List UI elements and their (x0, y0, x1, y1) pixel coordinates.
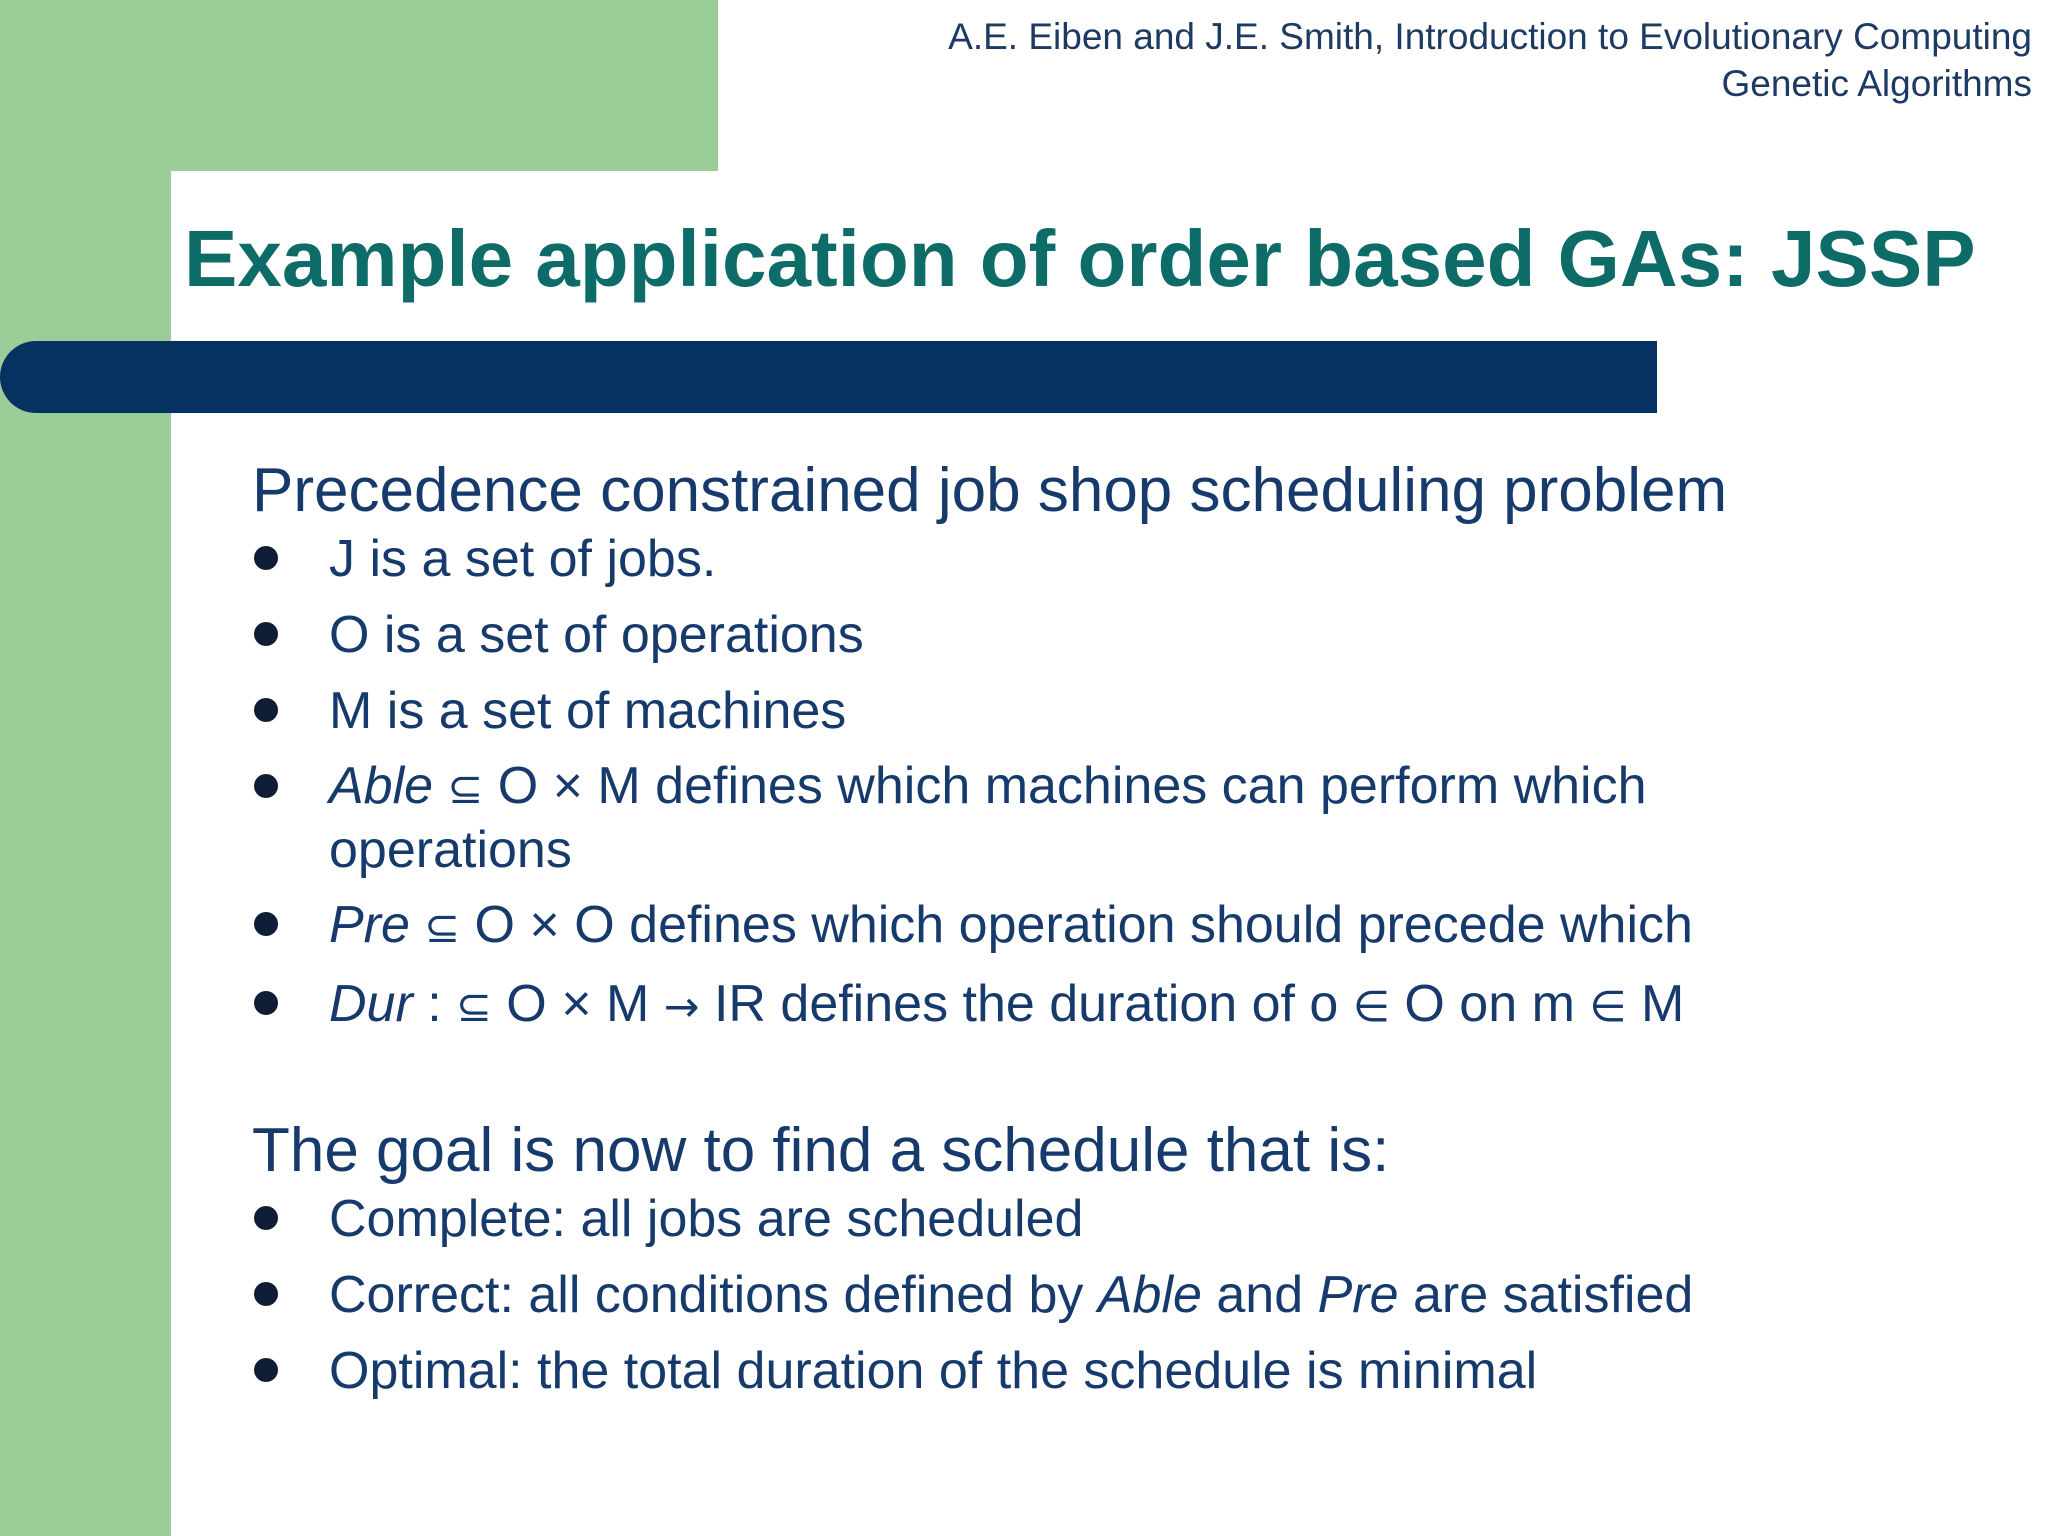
item-text-d: M (1626, 975, 1685, 1033)
slide-title: Example application of order based GAs: JSSP (184, 214, 1976, 303)
header-credit (948, 13, 2032, 107)
bullet-icon (254, 622, 278, 646)
item-text: M is a set of machines (329, 682, 847, 740)
item-text: O × M defines which machines can perform which (483, 757, 1647, 815)
subset-symbol: ⊆ (456, 982, 492, 1032)
item-text-c: O on m (1389, 975, 1590, 1033)
bullet-icon (254, 1282, 278, 1306)
subset-symbol: ⊆ (447, 764, 484, 814)
arrow-symbol: → (663, 982, 700, 1032)
item-text-a: O × M (491, 975, 664, 1033)
item-text: J is a set of jobs. (329, 530, 717, 588)
section-spacer (252, 1052, 1972, 1114)
item-text: O is a set of operations (329, 606, 864, 664)
item-text: Optimal: the total duration of the schedule is minimal (329, 1342, 1538, 1400)
term-dur: Dur (329, 975, 413, 1033)
list-item (252, 1188, 1972, 1251)
colon: : (412, 975, 457, 1033)
bullet-icon (254, 1358, 278, 1382)
item-text-b: IR defines the duration of o (699, 975, 1353, 1033)
item-text: Complete: all jobs are scheduled (329, 1190, 1084, 1248)
term-pre: Pre (329, 896, 410, 954)
bullet-icon (254, 1206, 278, 1230)
list-item (252, 680, 1972, 743)
list-item (252, 973, 1972, 1039)
term-able: Able (1097, 1266, 1202, 1324)
problem-definition-list (252, 528, 1972, 1039)
bullet-icon (254, 991, 278, 1015)
item-prefix: Correct: all conditions defined by (329, 1266, 1098, 1324)
list-item (252, 894, 1972, 960)
bullet-icon (254, 774, 278, 798)
bullet-icon (254, 546, 278, 570)
credit-line-authors: A.E. Eiben and J.E. Smith, Introduction to Evolutionary Computing (948, 16, 2032, 57)
list-item (252, 1264, 1972, 1327)
credit-line-topic: Genetic Algorithms (1721, 63, 2032, 104)
list-item (252, 604, 1972, 667)
item-continuation: operations (329, 821, 572, 879)
list-item (252, 528, 1972, 591)
title-underline-bar (0, 341, 1657, 413)
subset-symbol: ⊆ (424, 903, 461, 953)
slide-content (252, 454, 1972, 1416)
item-suffix: are satisfied (1398, 1266, 1694, 1324)
term-able: Able (329, 757, 434, 815)
bullet-icon (254, 698, 278, 722)
bullet-icon (254, 912, 278, 936)
element-of-symbol: ∈ (1589, 982, 1627, 1032)
list-item (252, 1340, 1972, 1403)
item-mid: and (1201, 1266, 1318, 1324)
goal-heading: The goal is now to find a schedule that is: (252, 1116, 1390, 1185)
item-text: O × O defines which operation should precede which (460, 896, 1693, 954)
green-accent-side (0, 0, 171, 1536)
list-item (252, 756, 1972, 881)
term-pre: Pre (1317, 1266, 1399, 1324)
element-of-symbol: ∈ (1352, 982, 1390, 1032)
problem-heading: Precedence constrained job shop scheduling problem (252, 456, 1728, 525)
goal-list (252, 1188, 1972, 1403)
